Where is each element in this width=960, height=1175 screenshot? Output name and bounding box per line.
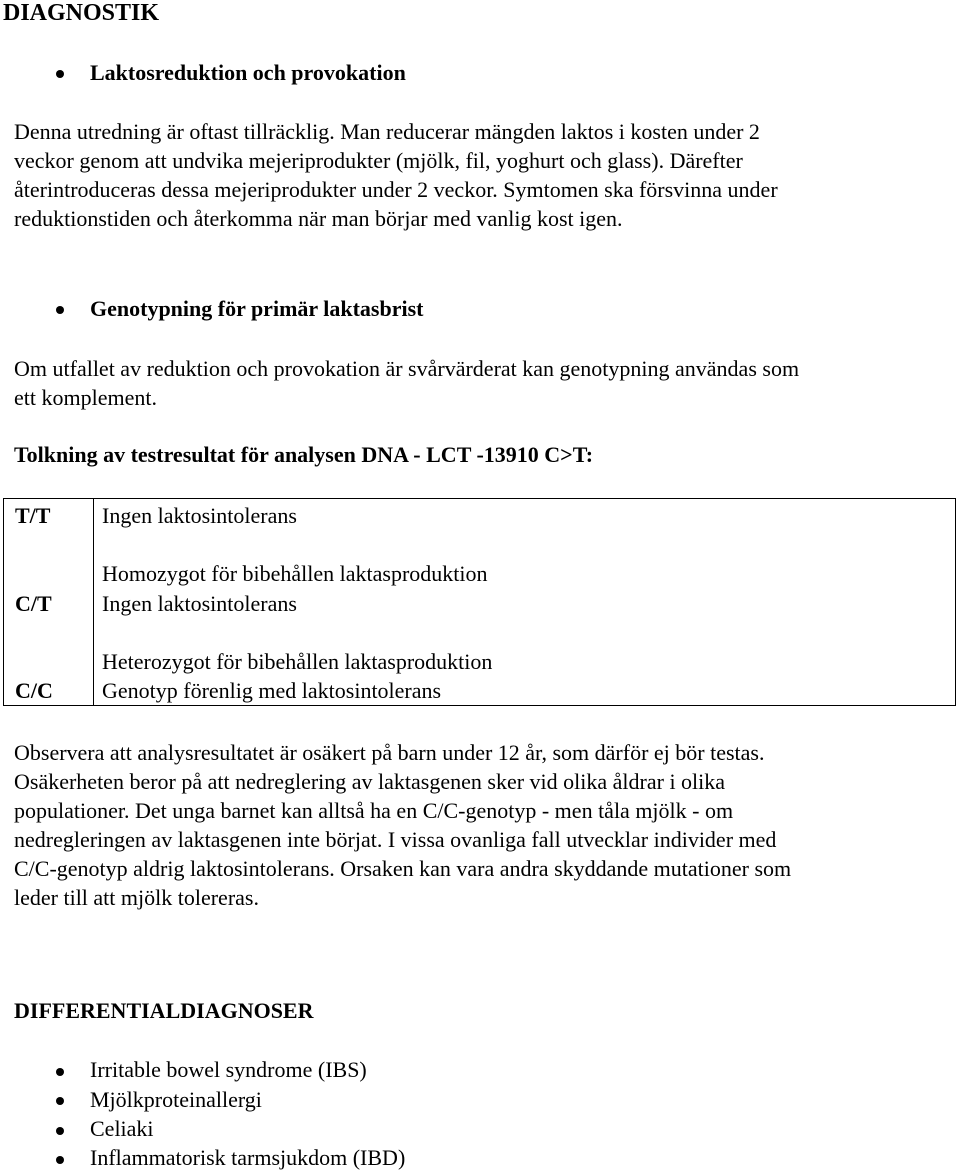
bullet-icon [56,1097,64,1105]
differential-heading: DIFFERENTIALDIAGNOSER [14,998,314,1023]
paragraph-line: leder till att mjölk tolereras. [14,885,259,910]
genotype-code: C/T [15,591,52,616]
genotype-code: C/C [15,678,53,703]
paragraph-line: veckor genom att undvika mejeriprodukter (mjölk, fil, yoghurt och glass). Därefter [14,148,743,173]
bullet-icon [56,70,64,78]
genotype-description: Homozygot för bibehållen laktasproduktion [102,561,488,586]
section-heading-genotypning: Genotypning för primär laktasbrist [90,296,424,321]
bullet-icon [56,1068,64,1076]
paragraph-line: ett komplement. [14,385,157,410]
bullet-icon [56,1156,64,1164]
genotype-code: T/T [15,503,51,528]
list-item: Celiaki [90,1116,154,1141]
genotype-description: Ingen laktosintolerans [102,591,297,616]
paragraph-line: nedregleringen av laktasgenen inte börjat. I vissa ovanliga fall utvecklar individer med [14,827,777,852]
list-item: Mjölkproteinallergi [90,1087,262,1112]
interpretation-heading: Tolkning av testresultat för analysen DNA - LCT -13910 C>T: [14,442,594,467]
genotype-table [3,498,956,706]
bullet-icon [56,306,64,314]
genotype-description: Heterozygot för bibehållen laktasproduktion [102,649,493,674]
paragraph-line: Observera att analysresultatet är osäkert på barn under 12 år, som därför ej bör testas. [14,740,765,765]
paragraph-line: Denna utredning är oftast tillräcklig. Man reducerar mängden laktos i kosten under 2 [14,119,760,144]
paragraph-line: återintroduceras dessa mejeriprodukter under 2 veckor. Symtomen ska försvinna under [14,177,778,202]
genotype-description: Genotyp förenlig med laktosintolerans [102,678,442,703]
list-item: Inflammatorisk tarmsjukdom (IBD) [90,1145,406,1170]
list-item: Irritable bowel syndrome (IBS) [90,1057,367,1082]
paragraph-line: Om utfallet av reduktion och provokation är svårvärderat kan genotypning användas som [14,356,800,381]
section-heading-laktosreduktion: Laktosreduktion och provokation [90,60,406,85]
paragraph-line: populationer. Det unga barnet kan alltså ha en C/C-genotyp - men tåla mjölk - om [14,798,734,823]
table-divider [93,499,94,705]
paragraph-line: Osäkerheten beror på att nedreglering av laktasgenen sker vid olika åldrar i olika [14,769,726,794]
diagnostik-heading: DIAGNOSTIK [3,0,160,26]
paragraph-line: reduktionstiden och återkomma när man börjar med vanlig kost igen. [14,206,623,231]
bullet-icon [56,1127,64,1135]
genotype-description: Ingen laktosintolerans [102,503,297,528]
paragraph-line: C/C-genotyp aldrig laktosintolerans. Orsaken kan vara andra skyddande mutationer som [14,856,792,881]
